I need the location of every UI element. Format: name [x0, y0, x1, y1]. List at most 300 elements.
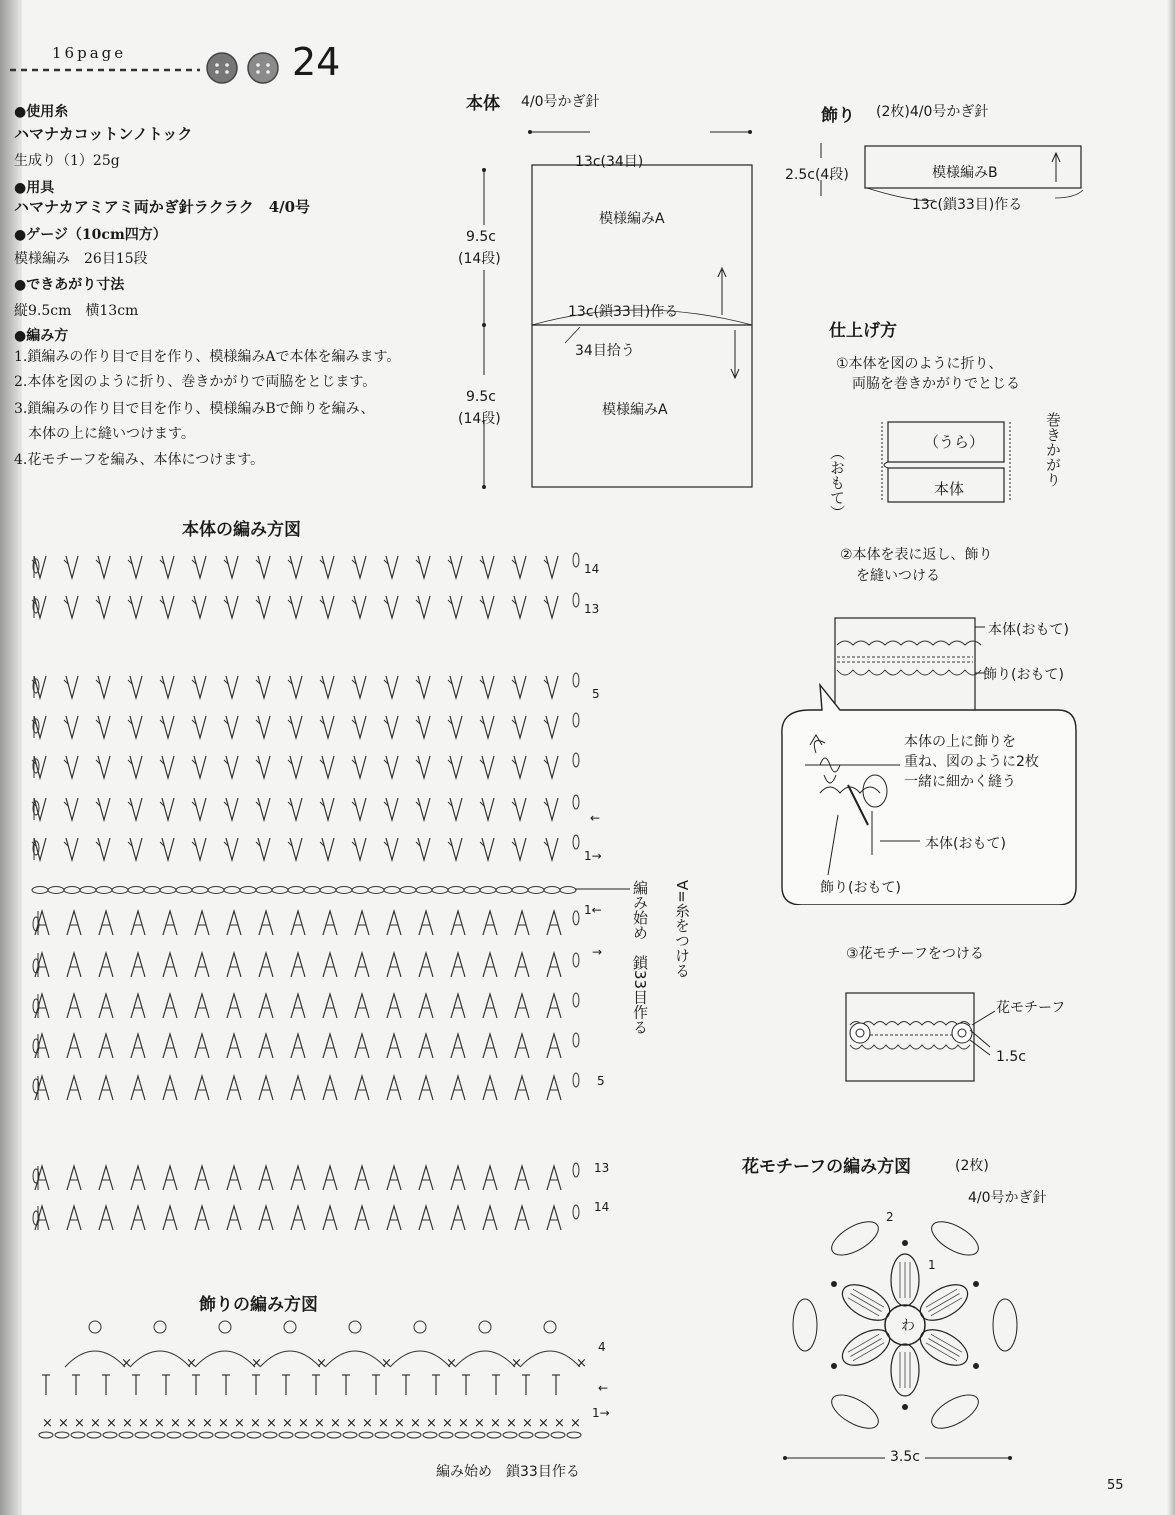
sc-stitch-symbol: ×: [410, 1416, 421, 1431]
sc-stitch-symbol: ×: [570, 1416, 581, 1431]
v-stitch-symbol: [386, 596, 398, 618]
sc-stitch-symbol: ×: [58, 1416, 69, 1431]
pattern-number: 24: [292, 40, 341, 84]
a-stitch-symbol: [195, 911, 209, 935]
a-stitch-symbol: [387, 953, 401, 977]
a-stitch-symbol: [259, 911, 273, 935]
flower-diameter: 3.5c: [890, 1449, 920, 1465]
callout-kazari: 飾り(おもて): [820, 880, 901, 896]
a-stitch-symbol: [227, 1076, 241, 1100]
body-top-rows: (14段): [458, 251, 501, 267]
v-stitch-symbol: [546, 716, 558, 738]
v-stitch-symbol: [290, 716, 302, 738]
v-stitch-symbol: [98, 716, 110, 738]
v-stitch-symbol: [418, 596, 430, 618]
materials-line: ●ゲージ（10cm四方）: [14, 227, 167, 243]
finishing-step2: を縫いつける: [856, 568, 940, 584]
v-stitch-symbol: [290, 556, 302, 578]
v-stitch-symbol: [290, 676, 302, 698]
step1-omote-vertical: （おもて）: [828, 445, 846, 520]
row-label: 13: [594, 1161, 610, 1175]
a-stitch-symbol: [483, 994, 497, 1018]
a-stitch-symbol: [451, 953, 465, 977]
body-chart-title: 本体の編み方図: [182, 520, 301, 540]
a-stitch-symbol: [195, 1076, 209, 1100]
a-stitch-symbol: [419, 1206, 433, 1230]
v-stitch-symbol: [322, 838, 334, 860]
materials-line: 生成り（1）25g: [14, 153, 120, 169]
v-stitch-symbol: [386, 716, 398, 738]
sc-stitch-symbol: ×: [426, 1416, 437, 1431]
a-stitch-symbol: [547, 994, 561, 1018]
a-stitch-symbol: [355, 994, 369, 1018]
a-stitch-symbol: [323, 1206, 337, 1230]
v-stitch-symbol: [514, 838, 526, 860]
a-stitch-symbol: [67, 994, 81, 1018]
a-stitch-symbol: [259, 1166, 273, 1190]
a-stitch-symbol: [483, 1166, 497, 1190]
a-stitch-symbol: [67, 953, 81, 977]
finishing-step1: ①本体を図のように折り、: [836, 356, 1003, 372]
v-stitch-symbol: [258, 756, 270, 778]
step2-kazari-omote: 飾り(おもて): [983, 667, 1064, 683]
a-stitch-symbol: [35, 953, 49, 977]
a-stitch-symbol: [259, 994, 273, 1018]
v-stitch-symbol: [450, 556, 462, 578]
row-label: 14: [584, 562, 600, 576]
v-stitch-symbol: [354, 798, 366, 820]
v-stitch-symbol: [322, 596, 334, 618]
a-stitch-symbol: [483, 953, 497, 977]
row-label: 13: [584, 602, 600, 616]
a-stitch-symbol: [67, 1076, 81, 1100]
finishing-step2: ②本体を表に返し、飾り: [840, 547, 993, 563]
body-hook-size: 4/0号かぎ針: [521, 94, 600, 110]
instruction-line: 3.鎖編みの作り目で目を作り、模様編みBで飾りを編み、: [14, 401, 375, 417]
trim-chart-drawing: [30, 1315, 600, 1450]
v-stitch-symbol: [66, 756, 78, 778]
v-stitch-symbol: [482, 838, 494, 860]
finishing-title: 仕上げ方: [829, 321, 897, 341]
a-stitch-symbol: [195, 1206, 209, 1230]
callout-text: 重ね、図のように2枚: [904, 754, 1039, 770]
v-stitch-symbol: [290, 798, 302, 820]
v-stitch-symbol: [194, 798, 206, 820]
v-stitch-symbol: [418, 676, 430, 698]
v-stitch-symbol: [290, 596, 302, 618]
sc-stitch-symbol: ×: [346, 1416, 357, 1431]
sc-stitch-symbol: ×: [506, 1416, 517, 1431]
v-stitch-symbol: [66, 798, 78, 820]
a-stitch-symbol: [483, 911, 497, 935]
v-stitch-symbol: [386, 798, 398, 820]
v-stitch-symbol: [258, 596, 270, 618]
v-stitch-symbol: [130, 556, 142, 578]
sc-stitch-symbol: ×: [474, 1416, 485, 1431]
v-stitch-symbol: [98, 556, 110, 578]
step1-makikagari-vertical: 巻きかがり: [1044, 412, 1062, 487]
v-stitch-symbol: [546, 556, 558, 578]
a-stitch-symbol: [291, 1206, 305, 1230]
a-stitch-symbol: [291, 911, 305, 935]
a-stitch-symbol: [547, 1034, 561, 1058]
instruction-line: 1.鎖編みの作り目で目を作り、模様編みAで本体を編みます。: [14, 349, 401, 365]
a-stitch-symbol: [515, 1034, 529, 1058]
a-stitch-symbol: [195, 1166, 209, 1190]
a-stitch-symbol: [355, 911, 369, 935]
a-stitch-symbol: [451, 911, 465, 935]
a-stitch-symbol: [67, 911, 81, 935]
v-stitch-symbol: [226, 716, 238, 738]
v-stitch-symbol: [514, 756, 526, 778]
a-stitch-symbol: [227, 994, 241, 1018]
v-stitch-symbol: [194, 596, 206, 618]
instruction-line: 4.花モチーフを編み、本体につけます。: [14, 452, 265, 468]
a-stitch-symbol: [131, 911, 145, 935]
sc-stitch-symbol: ×: [458, 1416, 469, 1431]
trim-schematic-title: 飾り: [821, 106, 855, 126]
svg-text:×: ×: [576, 1356, 587, 1371]
a-stitch-symbol: [195, 953, 209, 977]
v-stitch-symbol: [130, 596, 142, 618]
v-stitch-symbol: [482, 798, 494, 820]
a-stitch-symbol: [515, 953, 529, 977]
v-stitch-symbol: [98, 676, 110, 698]
body-chart-drawing: [20, 540, 620, 1260]
svg-text:×: ×: [121, 1356, 132, 1371]
svg-text:×: ×: [316, 1356, 327, 1371]
a-stitch-symbol: [99, 1076, 113, 1100]
a-stitch-symbol: [291, 1166, 305, 1190]
v-stitch-symbol: [66, 676, 78, 698]
v-stitch-symbol: [322, 756, 334, 778]
v-stitch-symbol: [322, 716, 334, 738]
a-stitch-symbol: [387, 994, 401, 1018]
row-label: 1→: [592, 1406, 610, 1420]
a-stitch-symbol: [355, 1076, 369, 1100]
sc-stitch-symbol: ×: [106, 1416, 117, 1431]
a-stitch-symbol: [163, 1034, 177, 1058]
v-stitch-symbol: [450, 716, 462, 738]
a-stitch-symbol: [323, 911, 337, 935]
a-stitch-symbol: [99, 1206, 113, 1230]
page-edge-shadow: [1167, 0, 1175, 1515]
sc-stitch-symbol: ×: [442, 1416, 453, 1431]
a-stitch-symbol: [323, 1034, 337, 1058]
a-stitch-symbol: [259, 953, 273, 977]
svg-text:×: ×: [381, 1356, 392, 1371]
v-stitch-symbol: [258, 716, 270, 738]
body-pickup-label: 34目拾う: [575, 343, 635, 359]
chart-start-vertical: 編み始め 鎖33目作る: [631, 880, 649, 1035]
v-stitch-symbol: [98, 798, 110, 820]
svg-text:×: ×: [186, 1356, 197, 1371]
button-decoration-icon: [248, 53, 278, 83]
v-stitch-symbol: [66, 556, 78, 578]
a-stitch-symbol: [515, 1166, 529, 1190]
v-stitch-symbol: [482, 676, 494, 698]
a-stitch-symbol: [387, 1166, 401, 1190]
a-stitch-symbol: [451, 1166, 465, 1190]
a-stitch-symbol: [387, 1076, 401, 1100]
a-stitch-symbol: [35, 1206, 49, 1230]
a-stitch-symbol: [163, 994, 177, 1018]
body-top-pattern: 模様編みA: [599, 211, 665, 227]
v-stitch-symbol: [354, 756, 366, 778]
v-stitch-symbol: [386, 838, 398, 860]
v-stitch-symbol: [162, 676, 174, 698]
sc-stitch-symbol: ×: [74, 1416, 85, 1431]
a-stitch-symbol: [163, 1166, 177, 1190]
flower-chart-title: 花モチーフの編み方図: [742, 1157, 912, 1177]
instruction-line: 本体の上に縫いつけます。: [14, 426, 195, 442]
v-stitch-symbol: [130, 676, 142, 698]
v-stitch-symbol: [226, 556, 238, 578]
a-stitch-symbol: [547, 1076, 561, 1100]
v-stitch-symbol: [162, 716, 174, 738]
v-stitch-symbol: [258, 798, 270, 820]
a-stitch-symbol: [131, 1206, 145, 1230]
svg-text:×: ×: [251, 1356, 262, 1371]
body-schematic-title: 本体: [466, 94, 500, 114]
v-stitch-symbol: [418, 756, 430, 778]
v-stitch-symbol: [418, 556, 430, 578]
materials-line: ●編み方: [14, 328, 69, 344]
a-stitch-symbol: [419, 1076, 433, 1100]
a-stitch-symbol: [259, 1206, 273, 1230]
v-stitch-symbol: [482, 716, 494, 738]
a-stitch-symbol: [515, 1076, 529, 1100]
v-stitch-symbol: [514, 798, 526, 820]
a-stitch-symbol: [163, 1206, 177, 1230]
sc-stitch-symbol: ×: [90, 1416, 101, 1431]
materials-line: 模様編み 26目15段: [14, 251, 148, 267]
callout-text: 一緒に細かく縫う: [904, 774, 1016, 790]
page-reference: 16page: [52, 44, 127, 62]
trim-chart-title: 飾りの編み方図: [199, 1295, 318, 1315]
sc-stitch-symbol: ×: [202, 1416, 213, 1431]
body-width-label: 13c(34目): [575, 154, 644, 170]
a-stitch-symbol: [483, 1076, 497, 1100]
v-stitch-symbol: [386, 676, 398, 698]
finishing-step1: 両脇を巻きかがりでとじる: [852, 376, 1020, 392]
v-stitch-symbol: [450, 596, 462, 618]
sc-stitch-symbol: ×: [170, 1416, 181, 1431]
flower-center-ring: わ: [901, 1318, 915, 1334]
v-stitch-symbol: [194, 676, 206, 698]
a-stitch-symbol: [195, 1034, 209, 1058]
v-stitch-symbol: [194, 556, 206, 578]
callout-text: 本体の上に飾りを: [904, 734, 1016, 750]
sc-stitch-symbol: ×: [250, 1416, 261, 1431]
body-chain-label: 13c(鎖33目)作る: [568, 304, 679, 320]
a-stitch-symbol: [451, 1034, 465, 1058]
step3-flower-label: 花モチーフ: [996, 1000, 1066, 1016]
sc-stitch-symbol: ×: [378, 1416, 389, 1431]
v-stitch-symbol: [130, 716, 142, 738]
v-stitch-symbol: [354, 556, 366, 578]
materials-line: ハマナカコットンノトック: [14, 125, 193, 143]
a-stitch-symbol: [419, 1034, 433, 1058]
row-arrow: ←: [598, 1381, 609, 1395]
v-stitch-symbol: [226, 756, 238, 778]
a-stitch-symbol: [323, 1076, 337, 1100]
a-stitch-symbol: [99, 1166, 113, 1190]
v-stitch-symbol: [546, 596, 558, 618]
v-stitch-symbol: [386, 756, 398, 778]
trim-height-label: 2.5c(4段): [785, 167, 849, 183]
button-decoration-icon: [207, 53, 237, 83]
sc-stitch-symbol: ×: [298, 1416, 309, 1431]
v-stitch-symbol: [130, 838, 142, 860]
a-stitch-symbol: [451, 1076, 465, 1100]
v-stitch-symbol: [322, 556, 334, 578]
materials-line: ●できあがり寸法: [14, 277, 125, 293]
v-stitch-symbol: [162, 798, 174, 820]
a-stitch-symbol: [195, 994, 209, 1018]
a-stitch-symbol: [355, 953, 369, 977]
step1-hontai-label: 本体: [934, 480, 965, 498]
a-stitch-symbol: [419, 911, 433, 935]
v-stitch-symbol: [290, 756, 302, 778]
materials-line: ●使用糸: [14, 104, 69, 120]
row-label: 5: [592, 687, 600, 701]
v-stitch-symbol: [546, 838, 558, 860]
chart-join-vertical: ∀=糸をつける: [673, 880, 691, 978]
flower-count: (2枚): [955, 1158, 989, 1174]
v-stitch-symbol: [98, 596, 110, 618]
sc-stitch-symbol: ×: [122, 1416, 133, 1431]
a-stitch-symbol: [483, 1034, 497, 1058]
a-stitch-symbol: [387, 1206, 401, 1230]
sc-stitch-symbol: ×: [314, 1416, 325, 1431]
a-stitch-symbol: [227, 911, 241, 935]
body-bottom-height: 9.5c: [466, 389, 496, 405]
a-stitch-symbol: [163, 911, 177, 935]
a-stitch-symbol: [451, 994, 465, 1018]
a-stitch-symbol: [323, 1166, 337, 1190]
header-dashed-line: [0, 40, 300, 90]
sc-stitch-symbol: ×: [42, 1416, 53, 1431]
v-stitch-symbol: [226, 596, 238, 618]
v-stitch-symbol: [482, 756, 494, 778]
v-stitch-symbol: [514, 556, 526, 578]
step3-offset-label: 1.5c: [996, 1049, 1026, 1065]
v-stitch-symbol: [418, 798, 430, 820]
a-stitch-symbol: [131, 1076, 145, 1100]
v-stitch-symbol: [162, 756, 174, 778]
a-stitch-symbol: [35, 911, 49, 935]
a-stitch-symbol: [131, 953, 145, 977]
sc-stitch-symbol: ×: [362, 1416, 373, 1431]
v-stitch-symbol: [258, 556, 270, 578]
v-stitch-symbol: [162, 556, 174, 578]
row-label: 14: [594, 1200, 610, 1214]
a-stitch-symbol: [67, 1206, 81, 1230]
a-stitch-symbol: [355, 1206, 369, 1230]
a-stitch-symbol: [291, 953, 305, 977]
a-stitch-symbol: [419, 994, 433, 1018]
callout-hontai: 本体(おもて): [925, 836, 1006, 852]
v-stitch-symbol: [258, 676, 270, 698]
a-stitch-symbol: [291, 994, 305, 1018]
v-stitch-symbol: [450, 838, 462, 860]
a-stitch-symbol: [163, 1076, 177, 1100]
a-stitch-symbol: [291, 1034, 305, 1058]
trim-start-label: 編み始め 鎖33目作る: [436, 1464, 580, 1480]
sc-stitch-symbol: ×: [138, 1416, 149, 1431]
v-stitch-symbol: [162, 596, 174, 618]
a-stitch-symbol: [67, 1166, 81, 1190]
a-stitch-symbol: [387, 911, 401, 935]
v-stitch-symbol: [418, 716, 430, 738]
flower-hook: 4/0号かぎ針: [968, 1190, 1047, 1206]
materials-line: 縦9.5cm 横13cm: [14, 303, 139, 319]
a-stitch-symbol: [355, 1166, 369, 1190]
v-stitch-symbol: [546, 798, 558, 820]
sc-stitch-symbol: ×: [234, 1416, 245, 1431]
a-stitch-symbol: [259, 1076, 273, 1100]
a-stitch-symbol: [163, 953, 177, 977]
a-stitch-symbol: [483, 1206, 497, 1230]
row-arrow: →: [592, 945, 603, 959]
sc-stitch-symbol: ×: [154, 1416, 165, 1431]
a-stitch-symbol: [99, 953, 113, 977]
v-stitch-symbol: [322, 676, 334, 698]
v-stitch-symbol: [162, 838, 174, 860]
a-stitch-symbol: [291, 1076, 305, 1100]
sc-stitch-symbol: ×: [538, 1416, 549, 1431]
v-stitch-symbol: [98, 838, 110, 860]
a-stitch-symbol: [259, 1034, 273, 1058]
body-bottom-rows: (14段): [458, 411, 501, 427]
v-stitch-symbol: [354, 716, 366, 738]
v-stitch-symbol: [354, 676, 366, 698]
svg-text:×: ×: [446, 1356, 457, 1371]
a-stitch-symbol: [227, 1166, 241, 1190]
a-stitch-symbol: [547, 1166, 561, 1190]
trim-pattern: 模様編みB: [932, 165, 998, 181]
a-stitch-symbol: [323, 994, 337, 1018]
v-stitch-symbol: [322, 798, 334, 820]
v-stitch-symbol: [290, 838, 302, 860]
sc-stitch-symbol: ×: [490, 1416, 501, 1431]
v-stitch-symbol: [66, 596, 78, 618]
a-stitch-symbol: [355, 1034, 369, 1058]
v-stitch-symbol: [130, 756, 142, 778]
page-number: 55: [1107, 1478, 1124, 1493]
v-stitch-symbol: [194, 838, 206, 860]
sc-stitch-symbol: ×: [522, 1416, 533, 1431]
a-stitch-symbol: [547, 911, 561, 935]
v-stitch-symbol: [258, 838, 270, 860]
v-stitch-symbol: [354, 838, 366, 860]
v-stitch-symbol: [450, 756, 462, 778]
a-stitch-symbol: [67, 1034, 81, 1058]
a-stitch-symbol: [99, 1034, 113, 1058]
row-arrow: ←: [590, 811, 601, 825]
a-stitch-symbol: [131, 1166, 145, 1190]
trim-chain-label: 13c(鎖33目)作る: [912, 197, 1023, 213]
v-stitch-symbol: [354, 596, 366, 618]
a-stitch-symbol: [547, 1206, 561, 1230]
v-stitch-symbol: [66, 716, 78, 738]
v-stitch-symbol: [226, 838, 238, 860]
v-stitch-symbol: [194, 756, 206, 778]
sc-stitch-symbol: ×: [186, 1416, 197, 1431]
a-stitch-symbol: [99, 994, 113, 1018]
a-stitch-symbol: [451, 1206, 465, 1230]
